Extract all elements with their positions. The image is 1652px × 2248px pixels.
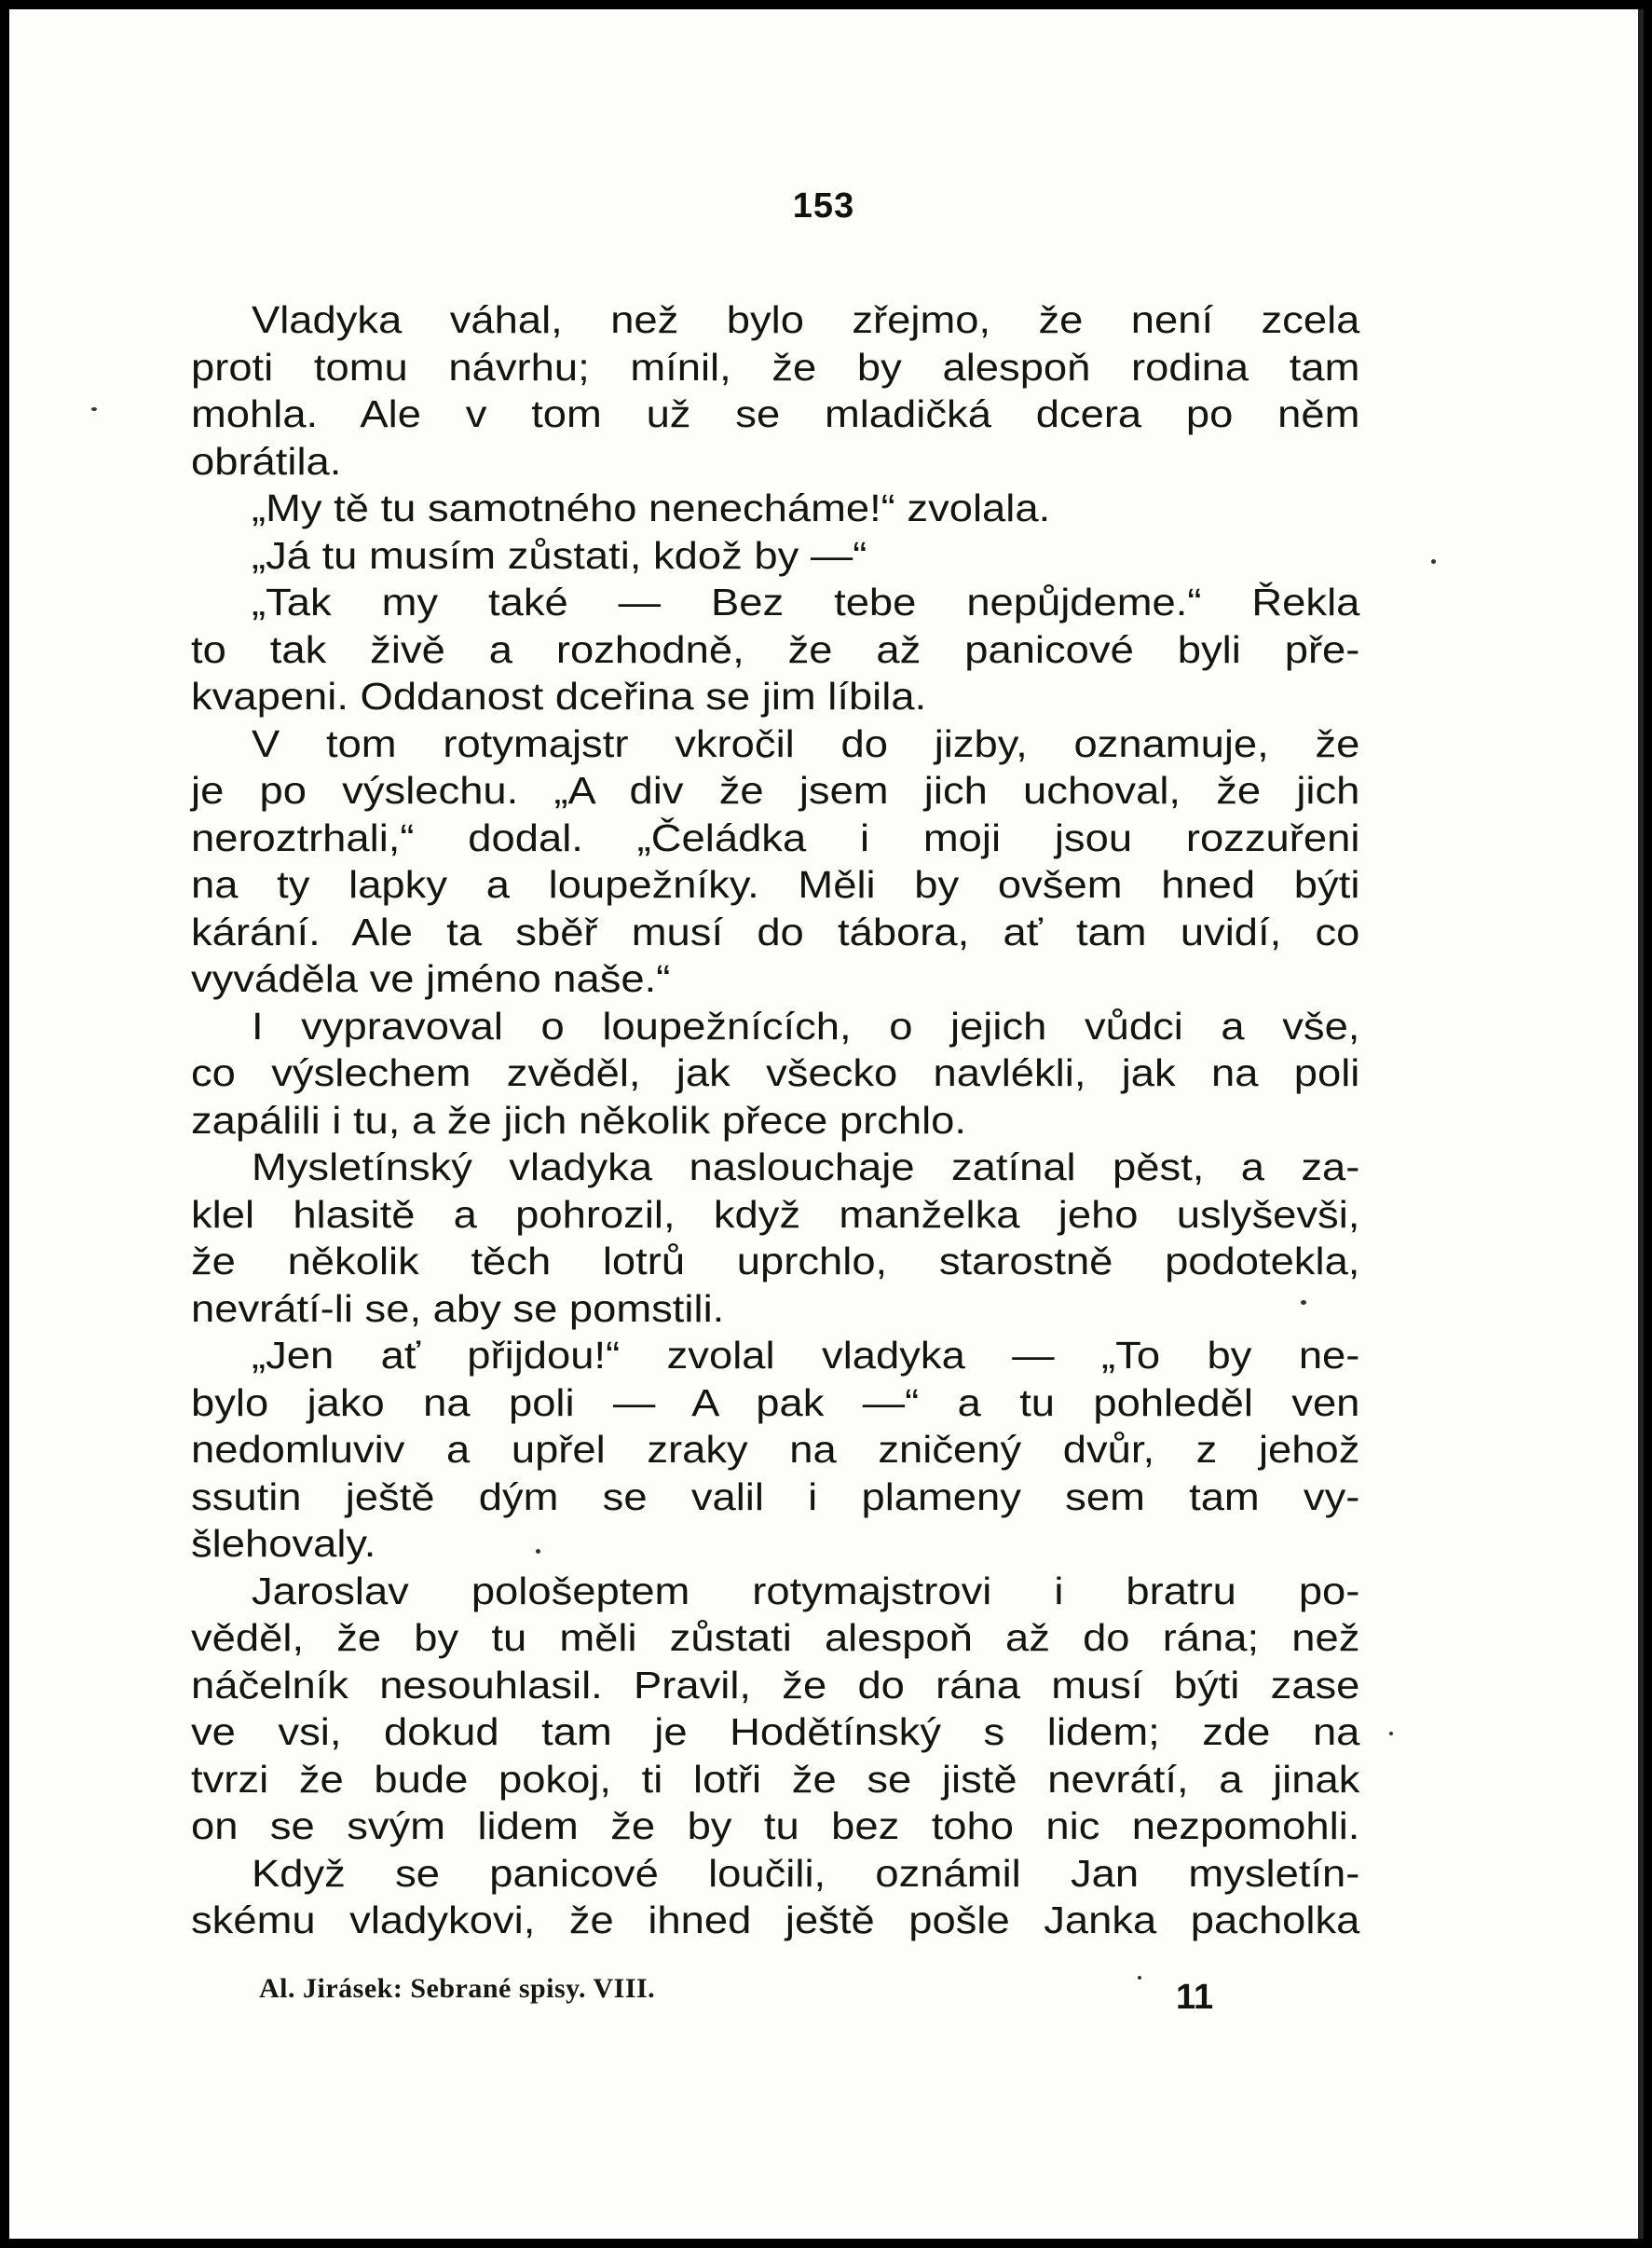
print-speck xyxy=(1431,559,1436,564)
print-speck xyxy=(1138,1976,1141,1980)
text-line: proti tomu návrhu; mínil, že by alespoň rodina tam xyxy=(191,345,1360,389)
text-line: ssutin ještě dým se valil i plameny sem tam vy- xyxy=(191,1474,1360,1518)
text-line: šlehovaly. xyxy=(191,1522,376,1565)
footer-signature: Al. Jirásek: Sebrané spisy. VIII. xyxy=(259,1973,656,2004)
text-line: Jaroslav pološeptem rotymajstrovi i bratru po- xyxy=(251,1569,1360,1612)
text-line: mohla. Ale v tom už se mladičká dcera po něm xyxy=(191,392,1360,435)
text-line: bylo jako na poli — A pak —“ a tu pohleděl ven xyxy=(191,1380,1360,1424)
text-line: V tom rotymajstr vkročil do jizby, oznamuje, že xyxy=(251,721,1360,765)
text-line: co výslechem zvěděl, jak všecko navlékli, jak na poli xyxy=(191,1051,1360,1094)
text-line: to tak živě a rozhodně, že až panicové byli pře- xyxy=(191,627,1360,671)
text-line: on se svým lidem že by tu bez toho nic nezpomohli. xyxy=(191,1804,1360,1847)
text-line: kvapeni. Oddanost dceřina se jim líbila. xyxy=(191,675,927,718)
print-speck xyxy=(1301,1300,1306,1305)
book-page xyxy=(9,9,1644,2239)
text-line: ve vsi, dokud tam je Hodětínský s lidem; zde na xyxy=(191,1710,1360,1753)
text-line: Mysletínský vladyka naslouchaje zatínal pěst, a za- xyxy=(251,1145,1360,1188)
text-line: kárání. Ale ta sběř musí do tábora, ať tam uvidí, co xyxy=(191,910,1360,953)
text-line: že několik těch lotrů uprchlo, starostně podotekla, xyxy=(191,1240,1360,1282)
footer-sheet-number: 11 xyxy=(1176,1978,1214,2017)
text-line: obrátila. xyxy=(191,439,342,483)
text-line: „Tak my také — Bez tebe nepůjdeme.“ Řekla xyxy=(251,581,1360,624)
text-line: zapálili i tu, a že jich několik přece prchlo. xyxy=(191,1098,967,1142)
text-line: I vypravoval o loupežnících, o jejich vůdci a vše, xyxy=(251,1004,1360,1048)
text-line: vyváděla ve jméno naše.“ xyxy=(191,957,671,1000)
text-line: Vladyka váhal, než bylo zřejmo, že není zcela xyxy=(251,298,1360,341)
text-line: neroztrhali,“ dodal. „Čeládka i moji jsou rozzuřeni xyxy=(191,816,1360,859)
text-line: tvrzi že bude pokoj, ti lotři že se jistě nevrátí, a jinak xyxy=(191,1757,1360,1801)
text-line: nedomluviv a upřel zraky na zničený dvůr, z jehož xyxy=(191,1428,1360,1471)
page-number: 153 xyxy=(792,186,855,226)
text-line: je po výslechu. „A div že jsem jich uchoval, že jich xyxy=(191,769,1360,812)
text-line: klel hlasitě a pohrozil, když manželka jeho uslyševši, xyxy=(191,1192,1360,1236)
print-speck xyxy=(1389,1732,1393,1735)
text-line: nevrátí-li se, aby se pomstili. xyxy=(191,1286,725,1330)
print-speck xyxy=(91,407,97,411)
text-line: „Já tu musím zůstati, kdož by —“ xyxy=(251,533,867,577)
print-speck xyxy=(536,1549,540,1554)
body-text xyxy=(191,296,1359,1944)
text-line: „Jen ať přijdou!“ zvolal vladyka — „To by ne- xyxy=(251,1334,1360,1377)
text-line: skému vladykovi, že ihned ještě pošle Janka pacholka xyxy=(191,1898,1360,1941)
text-line: na ty lapky a loupežníky. Měli by ovšem hned býti xyxy=(191,863,1360,906)
text-line: věděl, že by tu měli zůstati alespoň až do rána; než xyxy=(191,1616,1360,1659)
text-line: „My tě tu samotného nenecháme!“ zvolala. xyxy=(251,487,1051,529)
text-line: Když se panicové loučili, oznámil Jan mysletín- xyxy=(251,1851,1360,1895)
text-line: náčelník nesouhlasil. Pravil, že do rána musí býti zase xyxy=(191,1663,1360,1707)
